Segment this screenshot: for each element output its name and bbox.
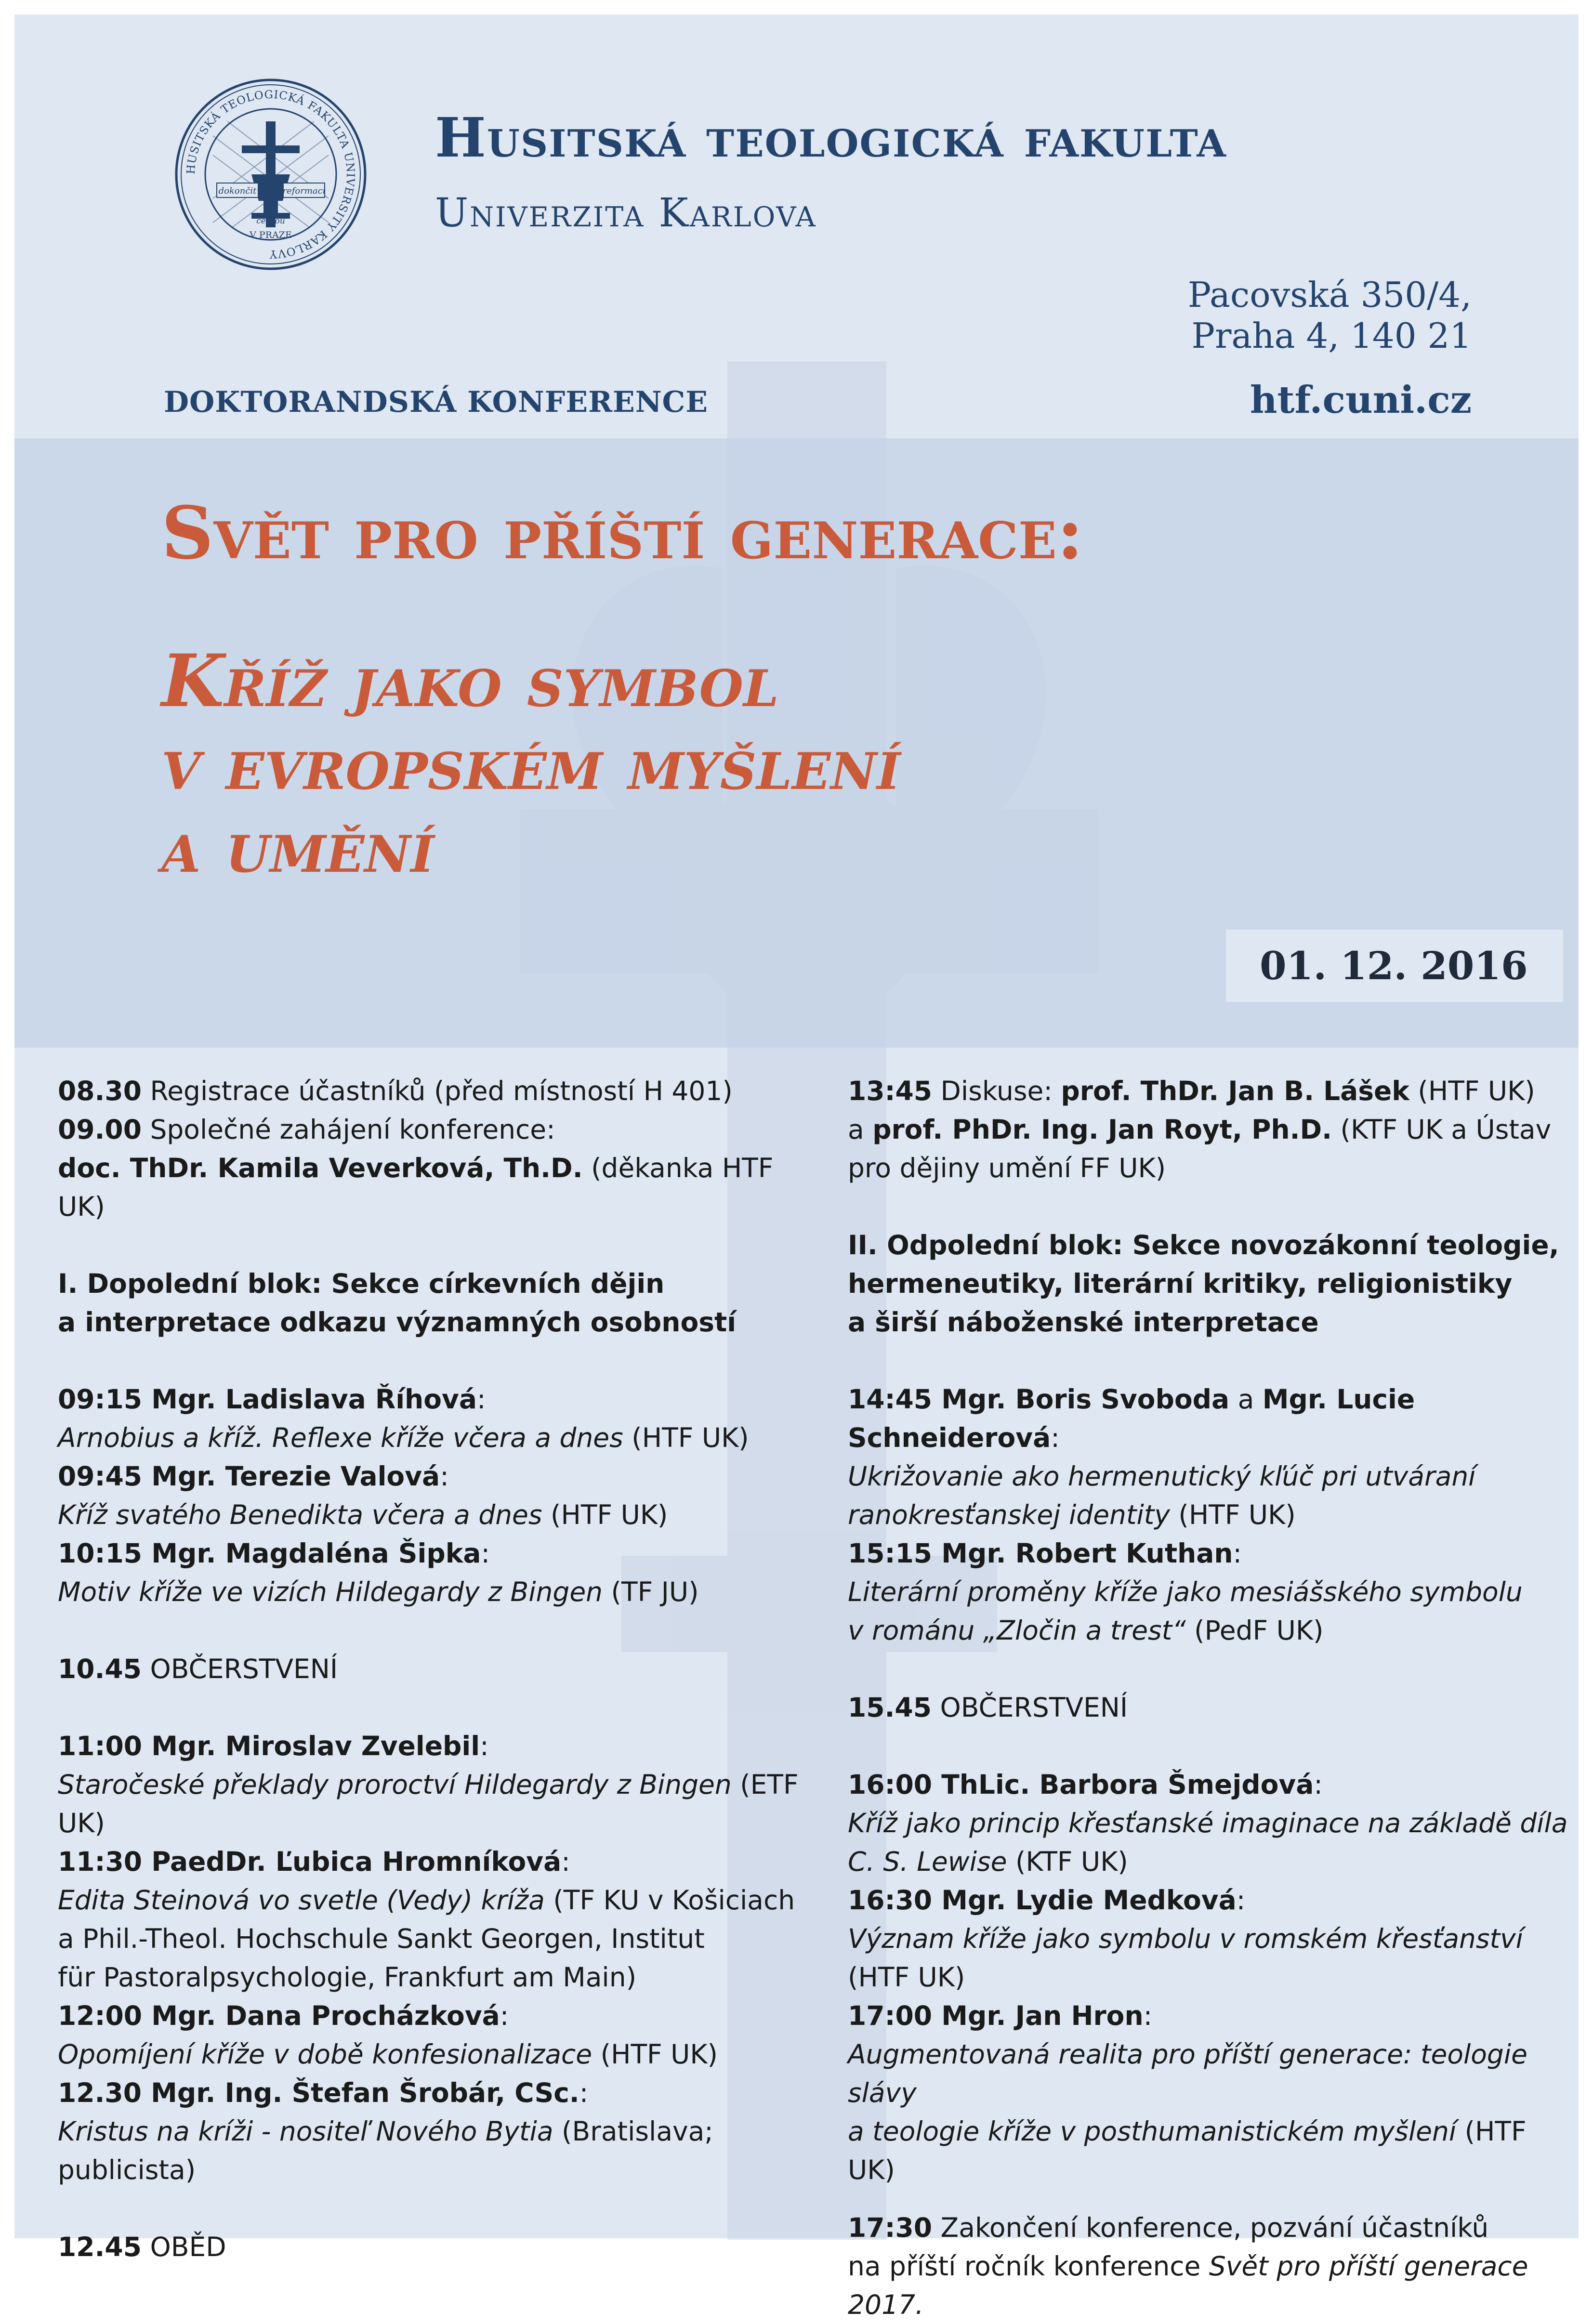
entry-time: 10.45 [58, 1654, 142, 1684]
entry-text: Společné zahájení konference: [141, 1114, 555, 1145]
talk-speaker: 16:30 Mgr. Lydie Medková: [848, 1885, 1246, 1916]
entry-time: 08.30 [58, 1076, 142, 1106]
talk-title-text: Kristus na kríži - nositeľ Nového Bytia [58, 2116, 553, 2147]
spacer [848, 1187, 1570, 1226]
institution: (HTF UK) [1409, 1076, 1535, 1106]
speaker-name: 16:30 Mgr. Lydie Medková [848, 1885, 1237, 1916]
talk-speaker: 11:30 PaedDr. Ľubica Hromníková: [58, 1846, 570, 1877]
spacer [848, 1650, 1570, 1688]
talk-speaker: 16:00 ThLic. Barbora Šmejdová: [848, 1769, 1323, 1800]
spacer [848, 1341, 1570, 1380]
talk-title [58, 2112, 809, 2189]
conference-date: 01. 12. 2016 [1260, 943, 1528, 988]
talk-title-text: v románu „Zločin a trest“ [848, 1615, 1186, 1646]
spacer [848, 2189, 1570, 2208]
section-heading [848, 1226, 1570, 1264]
speaker-name: 15:15 Mgr. Robert Kuthan [848, 1538, 1233, 1569]
spacer [58, 1611, 809, 1650]
talk-speaker: 12:00 Mgr. Dana Procházková: [58, 2000, 509, 2031]
spacer [58, 1226, 809, 1264]
entry-time: 17:30 [848, 2212, 933, 2243]
speaker-name: prof. ThDr. Jan B. Lášek [1061, 1076, 1409, 1106]
speaker-name: 12.30 Mgr. Ing. Štefan Šrobár, CSc. [58, 2077, 579, 2108]
talk-title [848, 1919, 1570, 1958]
poster [14, 14, 1579, 2320]
entry-text: Zakončení konference, pozvání účastníků [932, 2212, 1489, 2243]
talk-title-text: a teologie kříže v posthumanistickém myšlení [848, 2116, 1457, 2147]
talk-title [848, 1804, 1570, 1842]
talk-title-text: Opomíjení kříže v době konfesionalizace [58, 2039, 592, 2070]
address-line-2: Praha 4, 140 21 [1191, 315, 1472, 356]
speaker-name: prof. PhDr. Ing. Jan Royt, Ph.D. [872, 1114, 1332, 1145]
talk-title [58, 1765, 809, 1842]
program-entry [58, 1149, 809, 1226]
institution: (HTF UK) [848, 2116, 1527, 2185]
talk-title [848, 1842, 1570, 1881]
closing-entry [848, 2247, 1570, 2285]
institution: (KTF UK a Ústav [1332, 1114, 1552, 1145]
institution: (HTF UK) [542, 1499, 668, 1530]
talk-title [58, 1496, 809, 1534]
faculty-name: Husitská teologická fakulta [435, 106, 1227, 170]
seal-ring-text: HUSITSKÁ TEOLOGICKÁ FAKULTA UNIVERSITY KARLOVY [184, 88, 357, 261]
discussion-entry [848, 1110, 1570, 1149]
talk-title-text: Ukrižovanie ako hermenutický kľúč pri utváraní [848, 1461, 1476, 1492]
closing-entry [848, 2285, 1570, 2324]
section-heading [58, 1264, 809, 1303]
talk-title-text: C. S. Lewise [848, 1846, 1007, 1877]
entry-text: Registrace účastníků (před místností H 401) [141, 1076, 733, 1106]
talk-title [58, 1418, 809, 1457]
title-main: Svět pro příští generace: [161, 491, 1084, 576]
speaker-name: 16:00 ThLic. Barbora Šmejdová [848, 1769, 1314, 1800]
entry-text: OBČERSTVENÍ [141, 1654, 338, 1684]
institution: (ETF UK) [58, 1769, 799, 1838]
seal-center-label: českou [256, 216, 285, 226]
spacer [848, 1727, 1570, 1765]
talk-title [848, 1457, 1570, 1496]
entry-text: OBČERSTVENÍ [931, 1692, 1128, 1723]
talk-title-text: Kříž svatého Benedikta včera a dnes [58, 1499, 542, 1530]
university-name: Univerzita Karlova [435, 190, 817, 236]
institution: (TF JU) [603, 1576, 699, 1607]
speaker-name: 09:15 Mgr. Ladislava Říhová [58, 1384, 477, 1415]
talk-title-text: ranokresťanskej identity [848, 1499, 1170, 1530]
section-heading-line: I. Dopolední blok: Sekce církevních dějin [58, 1268, 665, 1299]
entry-text: a [848, 1114, 873, 1145]
talk-title [848, 2112, 1570, 2189]
talk-title-text: Augmentovaná realita pro příští generace: teologie slávy [848, 2039, 1527, 2108]
conference-title-reference: Svět pro příští generace [1209, 2251, 1528, 2282]
faculty-seal [174, 78, 367, 271]
institution: (PedF UK) [1185, 1615, 1324, 1646]
institution: (KTF UK) [1007, 1846, 1128, 1877]
section-heading [848, 1303, 1570, 1341]
talk-speaker: 12.30 Mgr. Ing. Štefan Šrobár, CSc.: [58, 2077, 589, 2108]
entry-text: a [1229, 1384, 1263, 1415]
spacer [58, 1341, 809, 1380]
seal-bottom-label: V PRAZE [250, 230, 292, 240]
entry-text: na příští ročník konference [848, 2251, 1209, 2282]
section-heading-line: hermeneutiky, literární kritiky, religionistiky [848, 1268, 1513, 1299]
conference-label: DOKTORANDSKÁ KONFERENCE [164, 385, 709, 419]
entry-text: OBĚD [141, 2232, 226, 2262]
talk-speaker: 10:15 Mgr. Magdaléna Šipka: [58, 1538, 490, 1569]
program-entry [58, 1110, 809, 1149]
title-line-4: a umění [161, 804, 434, 889]
institution: (TF KU v Košiciach [544, 1885, 795, 1916]
speaker-name: Mgr. Lucie Schneiderová [848, 1384, 1415, 1453]
break-entry [58, 1650, 809, 1688]
section-heading [848, 1264, 1570, 1303]
website-link[interactable]: htf.cuni.cz [1250, 378, 1472, 422]
talk-speaker: 09:45 Mgr. Terezie Valová: [58, 1461, 449, 1492]
spacer [58, 1688, 809, 1727]
speaker-name: doc. ThDr. Kamila Veverková, Th.D. [58, 1153, 583, 1183]
seal-right-label: reformaci [282, 186, 326, 196]
entry-time: 09.00 [58, 1114, 142, 1145]
talk-title-text: Literární proměny kříže jako mesiášského symbolu [848, 1576, 1523, 1607]
program-right-column [848, 1072, 1570, 2324]
talk-speaker: 15:15 Mgr. Robert Kuthan: [848, 1538, 1242, 1569]
entry-time: 12.45 [58, 2232, 142, 2262]
title-subtitle [161, 639, 1510, 889]
entry-text: (děkanka HTF UK) [58, 1153, 774, 1222]
title-line-2: Kříž jako symbol [161, 639, 779, 723]
speaker-name: 17:00 Mgr. Jan Hron [848, 2000, 1144, 2031]
speaker-name: 11:30 PaedDr. Ľubica Hromníková [58, 1846, 562, 1877]
talk-speaker: 09:15 Mgr. Ladislava Říhová: [58, 1384, 486, 1415]
talk-title-text: Edita Steinová vo svetle (Vedy) kríža [58, 1885, 545, 1916]
program-entry [58, 1072, 809, 1110]
section-heading-line: a interpretace odkazu významných osobností [58, 1307, 737, 1338]
address-line-1: Pacovská 350/4, [1187, 275, 1472, 315]
talk-title [848, 1496, 1570, 1534]
talk-speaker: 17:00 Mgr. Jan Hron: [848, 2000, 1153, 2031]
institution-line: a Phil.-Theol. Hochschule Sankt Georgen, Institut [58, 1923, 705, 1954]
institution-line: pro dějiny umění FF UK) [848, 1153, 1166, 1183]
entry-text: Diskuse: [932, 1076, 1061, 1106]
institution-line: (HTF UK) [848, 1962, 965, 1993]
speaker-name: 09:45 Mgr. Terezie Valová [58, 1461, 440, 1492]
talk-speaker: 11:00 Mgr. Miroslav Zvelebil: [58, 1731, 489, 1761]
seal-left-label: dokončit [218, 186, 257, 196]
talk-title-text: Význam kříže jako symbolu v romském křesťanství [848, 1923, 1523, 1954]
talk-title-text: Arnobius a kříž. Reflexe kříže včera a dnes [58, 1422, 623, 1453]
talk-title [58, 1881, 809, 1919]
talk-title [848, 1573, 1570, 1611]
talk-title [848, 1611, 1570, 1650]
talk-title-text: Kříž jako princip křesťanské imaginace na základě díla [848, 1808, 1568, 1838]
speaker-name: 10:15 Mgr. Magdaléna Šipka [58, 1538, 481, 1569]
entry-time: 13:45 [848, 1076, 933, 1106]
speaker-name: 11:00 Mgr. Miroslav Zvelebil [58, 1731, 480, 1761]
talk-title [58, 2035, 809, 2074]
speaker-name: 14:45 Mgr. Boris Svoboda [848, 1384, 1230, 1415]
talk-title [58, 1573, 809, 1611]
spacer [58, 2189, 809, 2228]
institution-line: für Pastoralpsychologie, Frankfurt am Main) [58, 1962, 637, 1993]
program-left-column [58, 1072, 809, 2266]
institution: (HTF UK) [623, 1422, 749, 1453]
institution: (HTF UK) [592, 2039, 718, 2070]
address [990, 275, 1472, 356]
date-badge [1226, 930, 1563, 1002]
conference-year: 2017. [848, 2289, 924, 2320]
break-entry [58, 2228, 809, 2266]
break-entry [848, 1688, 1570, 1727]
title-line-3: v evropském myšlení [161, 722, 901, 806]
institution: (Bratislava; publicista) [58, 2116, 713, 2185]
section-heading-line: a širší náboženské interpretace [848, 1307, 1319, 1338]
discussion-entry [848, 1072, 1570, 1110]
talk-title-text: Staročeské překlady proroctví Hildegardy z Bingen [58, 1769, 732, 1800]
talk-title-text: Motiv kříže ve vizích Hildegardy z Bingen [58, 1576, 603, 1607]
closing-entry [848, 2208, 1570, 2247]
talk-speaker: 14:45 Mgr. Boris Svoboda a Mgr. Lucie Schneiderová: [848, 1384, 1415, 1453]
talk-title [848, 2035, 1570, 2112]
entry-time: 15.45 [848, 1692, 932, 1723]
section-heading-line: II. Odpolední blok: Sekce novozákonní teologie, [848, 1230, 1559, 1260]
speaker-name: 12:00 Mgr. Dana Procházková [58, 2000, 500, 2031]
section-heading [58, 1303, 809, 1341]
institution: (HTF UK) [1170, 1499, 1296, 1530]
